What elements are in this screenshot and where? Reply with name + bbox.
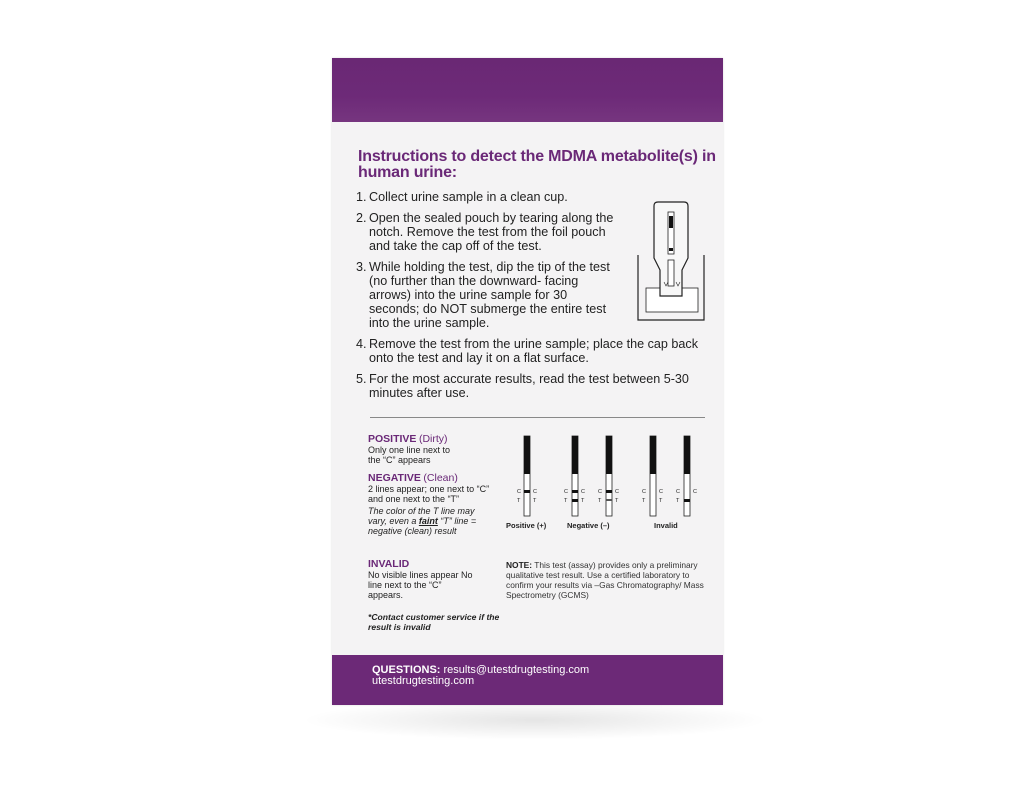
strip-invalid-1	[642, 436, 663, 516]
svg-text:T: T	[642, 498, 646, 504]
step-number: 5.	[356, 372, 367, 386]
contact-footer	[372, 665, 712, 687]
step-4	[356, 337, 714, 365]
step-text: Remove the test from the urine sample; place the cap back onto the test and lay it on a flat surface.	[369, 337, 699, 365]
italic-note-faint: faint	[418, 516, 438, 526]
test-kit-box-back	[332, 58, 723, 705]
svg-text:C: C	[659, 489, 663, 495]
strip-negative-1	[564, 436, 585, 516]
result-negative	[368, 472, 503, 536]
negative-heading: NEGATIVE	[368, 472, 421, 484]
instructions-title: Instructions to detect the MDMA metabolite(s) in human urine:	[358, 148, 716, 181]
italic-note-a: The color of the T line may vary, even a	[368, 506, 475, 526]
svg-text:T: T	[533, 498, 537, 504]
svg-text:C: C	[615, 489, 619, 495]
strip-invalid-2	[676, 436, 697, 516]
step-number: 4.	[356, 337, 367, 351]
positive-heading: POSITIVE	[368, 433, 417, 445]
result-invalid	[368, 558, 503, 600]
questions-label: QUESTIONS:	[372, 664, 441, 676]
label-positive: Positive (+)	[506, 521, 547, 530]
positive-subheading: (Dirty)	[418, 433, 448, 445]
svg-text:T: T	[676, 498, 680, 504]
step-5	[356, 372, 714, 400]
note-text: This test (assay) provides only a preliminary qualitative test result. Use a certified laboratory to confirm your results via –Gas Chromatography/ Mass Spectrometry (GCMS)	[506, 560, 704, 600]
svg-text:T: T	[615, 498, 619, 504]
positive-description: Only one line next to the “C” appears	[368, 445, 451, 465]
contact-email: results@utestdrugtesting.com	[443, 664, 590, 676]
svg-text:C: C	[693, 489, 697, 495]
step-number: 2.	[356, 211, 367, 225]
disclaimer-note	[506, 560, 711, 600]
note-label: NOTE:	[506, 560, 533, 570]
step-number: 1.	[356, 190, 367, 204]
svg-text:T: T	[517, 498, 521, 504]
step-text: While holding the test, dip the tip of the test (no further than the downward- facing arrows) into the urine sample for 30 seconds; do NOT submerge the entire test into the urine sample.	[369, 260, 610, 330]
step-3	[356, 260, 619, 330]
section-divider	[370, 417, 705, 418]
strip-positive	[517, 436, 537, 516]
svg-text:C: C	[564, 489, 568, 495]
italic-note-b: “T” line = negative (clean) result	[368, 516, 477, 536]
svg-text:C: C	[642, 489, 646, 495]
step-text: For the most accurate results, read the test between 5-30 minutes after use.	[369, 372, 689, 400]
label-invalid: Invalid	[654, 521, 678, 530]
invalid-description: No visible lines appear No line next to the “C” appears.	[368, 570, 473, 600]
svg-text:C: C	[517, 489, 521, 495]
step-number: 3.	[356, 260, 367, 274]
strip-negative-2	[598, 436, 619, 516]
svg-text:T: T	[581, 498, 585, 504]
step-text: Collect urine sample in a clean cup.	[369, 190, 568, 204]
negative-italic-note	[368, 506, 480, 536]
result-strips-diagram	[504, 432, 709, 532]
result-positive	[368, 433, 503, 465]
contact-note: *Contact customer service if the result is invalid	[368, 612, 500, 632]
svg-text:C: C	[676, 489, 680, 495]
invalid-heading: INVALID	[368, 558, 410, 570]
website: utestdrugtesting.com	[372, 675, 475, 687]
label-negative: Negative (–)	[567, 521, 610, 530]
step-text: Open the sealed pouch by tearing along the notch. Remove the test from the foil pouch and take the cap off of the test.	[369, 211, 614, 253]
negative-description: 2 lines appear; one next to “C” and one next to the “T”	[368, 484, 490, 504]
svg-text:C: C	[533, 489, 537, 495]
top-purple-band	[332, 58, 723, 122]
step-2	[356, 211, 619, 253]
svg-text:C: C	[598, 489, 602, 495]
dip-test-illustration	[632, 200, 712, 330]
box-shadow	[300, 700, 770, 740]
svg-text:T: T	[564, 498, 568, 504]
svg-text:T: T	[659, 498, 663, 504]
svg-text:T: T	[598, 498, 602, 504]
svg-text:C: C	[581, 489, 585, 495]
negative-subheading: (Clean)	[423, 472, 458, 484]
